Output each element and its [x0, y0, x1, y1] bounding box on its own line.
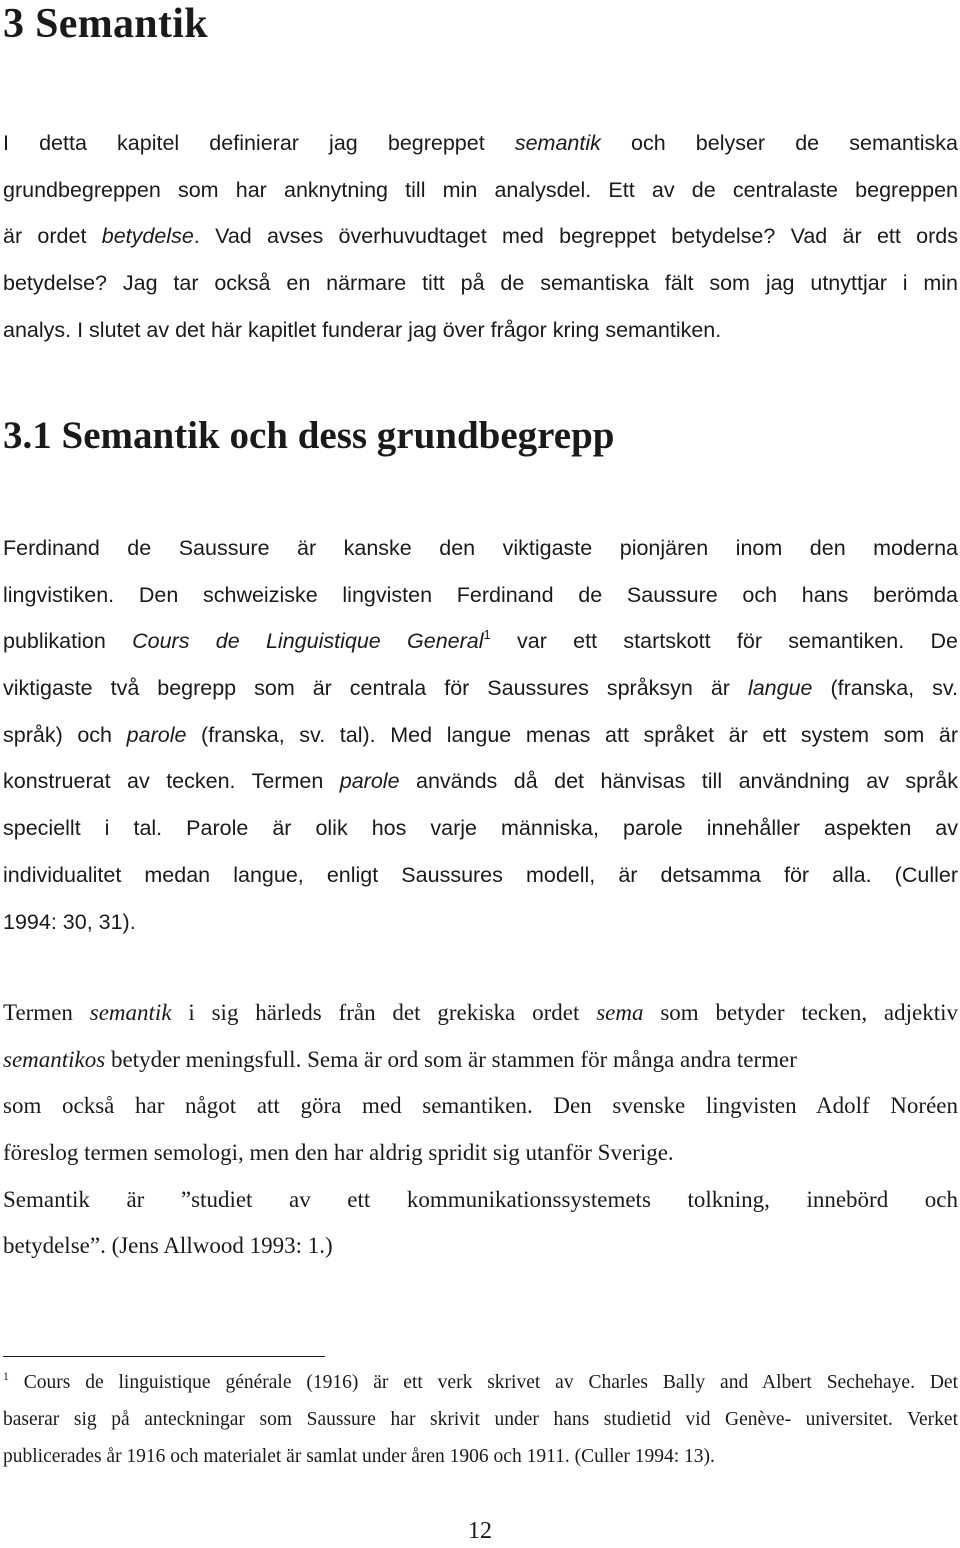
footnote-separator: [3, 1356, 325, 1357]
term-parole-2: parole: [339, 769, 400, 794]
intro-paragraph: [3, 120, 958, 353]
footnote-marker: 1: [3, 1369, 9, 1383]
book-title: Cours de Linguistique General: [132, 629, 484, 654]
saussure-line-9: 1994: 30, 31).: [3, 909, 136, 934]
saussure-line-7: speciellt i tal. Parole är olik hos varje människa, parole innehåller aspekten av: [3, 816, 958, 841]
term-parole: parole: [126, 722, 187, 747]
page-number: 12: [468, 1518, 492, 1544]
section-heading: 3.1 Semantik och dess grundbegrepp: [3, 414, 615, 457]
term-sema: sema: [596, 1000, 644, 1025]
saussure-line-2: lingvistiken. Den schweiziske lingvisten Ferdinand de Saussure och hans berömda: [3, 582, 958, 607]
termen-paragraph: [3, 990, 958, 1270]
footnote-line-2: baserar sig på anteckningar som Saussure har skrivit under hans studietid vid Genève- universitet. Verket: [3, 1409, 958, 1430]
footnote-line-1: $^1$ Cours de linguistique générale (1916) är ett verk skrivet av Charles Bally and Albert Sechehaye. Det: [3, 1369, 958, 1393]
saussure-line-6: konstruerat av tecken. Termen parole används då det hänvisas till användning av språk: [3, 769, 958, 794]
termen-line-4: föreslog termen semologi, men den har aldrig spridit sig utanför Sverige.: [3, 1140, 674, 1166]
saussure-line-4: viktigaste två begrepp som är centrala för Saussures språksyn är langue (franska, sv.: [3, 676, 958, 701]
termen-line-6: betydelse”. (Jens Allwood 1993: 1.): [3, 1233, 333, 1259]
footnote: [3, 1364, 958, 1475]
intro-line-1: I detta kapitel definierar jag begreppet semantik och belyser de semantiska: [3, 131, 958, 155]
intro-line-5: analys. I slutet av det här kapitlet funderar jag över frågor kring semantiken.: [3, 317, 722, 342]
footnote-ref: 1: [483, 627, 491, 643]
saussure-line-5: språk) och parole (franska, sv. tal). Med langue menas att språket är ett system som är: [3, 722, 958, 747]
intro-line-4: betydelse? Jag tar också en närmare titt på de semantiska fält som jag utnyttjar i min: [3, 271, 958, 296]
term-semantik: semantik: [514, 131, 601, 155]
intro-line-2: grundbegreppen som har anknytning till min analysdel. Ett av de centralaste begreppen: [3, 177, 958, 202]
saussure-paragraph: [3, 525, 958, 945]
saussure-line-1: Ferdinand de Saussure är kanske den viktigaste pionjären inom den moderna: [3, 536, 958, 560]
termen-line-3: som också har något att göra med semantiken. Den svenske lingvisten Adolf Noréen: [3, 1093, 958, 1119]
term-langue: langue: [747, 676, 813, 701]
footnote-line-3: publicerades år 1916 och materialet är samlat under åren 1906 och 1911. (Culler 1994: 13).: [3, 1446, 715, 1467]
term-betydelse: betydelse: [101, 224, 194, 249]
termen-line-1: Termen semantik i sig härleds från det grekiska ordet sema som betyder tecken, adjektiv: [3, 1000, 959, 1025]
saussure-line-8: individualitet medan langue, enligt Saussures modell, är detsamma för alla. (Culler: [3, 862, 958, 887]
term-semantik-2: semantik: [89, 1000, 172, 1025]
chapter-heading: 3 Semantik: [3, 1, 208, 47]
term-semantikos: semantikos: [3, 1046, 106, 1072]
termen-line-2: semantikos betyder meningsfull. Sema är ord som är stammen för många andra termer: [3, 1046, 797, 1072]
saussure-line-3: publikation Cours de Linguistique General$^1$ var ett startskott för semantiken. De: [3, 627, 958, 654]
intro-line-3: är ordet betydelse. Vad avses överhuvudtaget med begreppet betydelse? Vad är ett ords: [3, 224, 958, 249]
termen-line-5: Semantik är ”studiet av ett kommunikationssystemets tolkning, innebörd och: [3, 1186, 958, 1212]
